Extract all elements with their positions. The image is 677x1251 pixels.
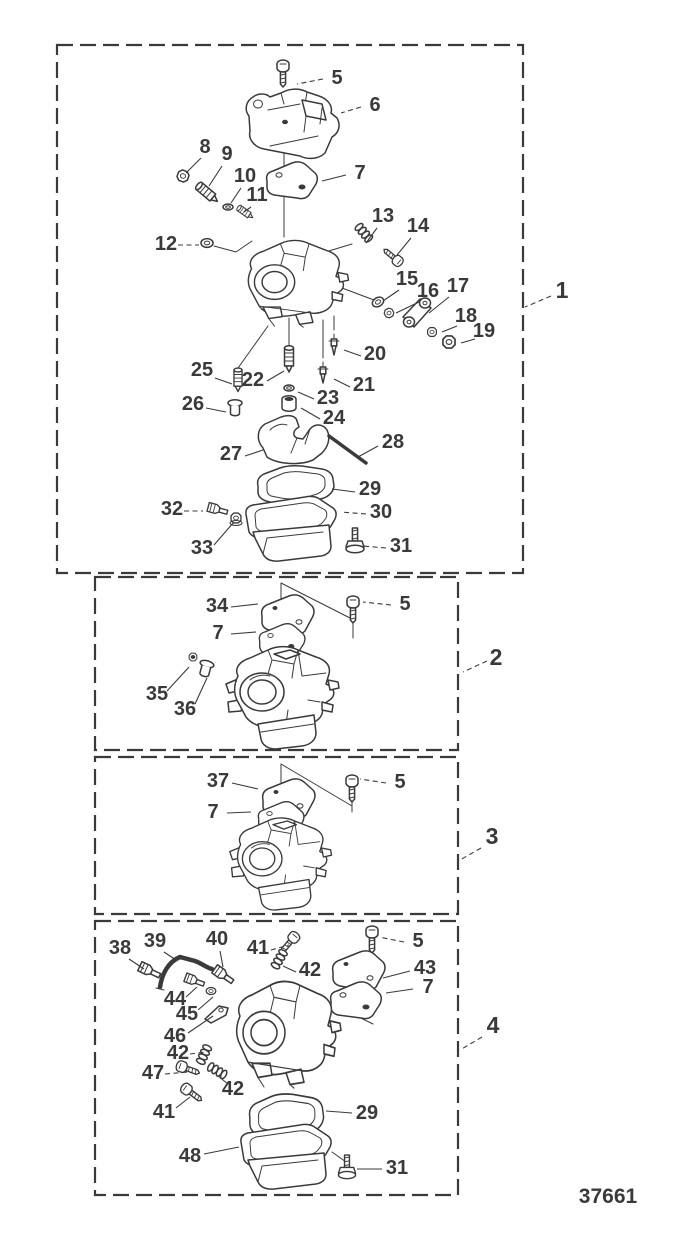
part-35-nut xyxy=(189,653,197,661)
callout-label-44-45: 44 xyxy=(163,988,187,1010)
part-21-needle xyxy=(318,362,328,383)
carburetor-assembly-1 xyxy=(176,60,455,561)
callout-label-28-23: 28 xyxy=(381,431,405,453)
part-5-screw xyxy=(366,926,378,953)
callout-leader-36-33 xyxy=(195,678,207,704)
callout-label-29-24: 29 xyxy=(358,478,382,500)
callout-leader-34-29 xyxy=(231,604,258,607)
callout-leader-33-28 xyxy=(214,522,234,545)
callout-leader-26-21 xyxy=(206,408,226,412)
part-26-plug xyxy=(228,400,242,416)
callout-leader-29-53 xyxy=(326,1111,352,1113)
part-48-float-bowl xyxy=(241,1124,331,1189)
callout-leader-22-17 xyxy=(267,371,284,381)
part-38-fitting xyxy=(138,962,162,980)
callout-leader-23-18 xyxy=(298,392,314,399)
callout-leader-15-10 xyxy=(383,290,399,301)
callout-leader-37-34 xyxy=(232,783,258,789)
callout-leader-43-43 xyxy=(383,971,410,978)
callout-label-36-33: 36 xyxy=(173,698,197,720)
callout-label-18-13: 18 xyxy=(454,305,478,327)
callout-label-31-54: 31 xyxy=(385,1157,409,1179)
part-27-float xyxy=(258,416,329,464)
part-32-fitting xyxy=(207,503,228,517)
part-carburetor-body-1 xyxy=(248,240,348,327)
callout-label-10-5: 10 xyxy=(233,165,257,187)
part-carburetor-body-4 xyxy=(237,981,341,1088)
callout-leader-8-3 xyxy=(186,158,201,173)
callout-label-29-53: 29 xyxy=(355,1102,379,1124)
callout-label-5-0: 5 xyxy=(331,67,343,89)
callout-label-15-10: 15 xyxy=(395,268,419,290)
part-28-float-pin xyxy=(329,436,366,463)
callout-leader-5-31 xyxy=(363,602,391,605)
callout-label-48-52: 48 xyxy=(178,1145,202,1167)
callout-leader-5-36 xyxy=(360,779,386,783)
group-label-4: 4 xyxy=(486,1012,500,1038)
callout-label-5-36: 5 xyxy=(394,771,406,793)
callout-label-45-46: 45 xyxy=(175,1003,199,1025)
callout-label-6-1: 6 xyxy=(369,94,381,116)
callout-label-5-31: 5 xyxy=(399,593,411,615)
callout-leader-7-2 xyxy=(322,175,346,181)
callout-label-23-18: 23 xyxy=(316,387,340,409)
carburetor-assembly-3 xyxy=(230,764,358,910)
callout-label-7-44: 7 xyxy=(422,976,434,998)
figure-number: 37661 xyxy=(578,1185,638,1208)
callout-leader-20-15 xyxy=(344,350,361,356)
callout-leader-14-9 xyxy=(397,238,411,255)
callout-label-12-7: 12 xyxy=(154,233,178,255)
callout-leader-6-1 xyxy=(341,107,361,113)
part-7-gasket xyxy=(267,162,318,199)
callout-label-7-30: 7 xyxy=(212,622,224,644)
part-20-needle xyxy=(329,334,339,355)
callout-label-33-28: 33 xyxy=(190,537,214,559)
callout-leader-44-45 xyxy=(186,987,197,997)
part-18-nut xyxy=(428,328,437,337)
callout-label-39-38: 39 xyxy=(143,930,167,952)
callout-label-41-40: 41 xyxy=(246,937,270,959)
callout-label-25-20: 25 xyxy=(190,359,214,381)
callout-label-19-14: 19 xyxy=(472,320,496,342)
part-36-plug xyxy=(197,659,215,678)
callout-label-27-22: 27 xyxy=(219,443,243,465)
callout-label-46-47: 46 xyxy=(163,1025,187,1047)
callout-label-40-39: 40 xyxy=(205,928,229,950)
part-15-washer xyxy=(371,295,386,309)
callout-label-42-41: 42 xyxy=(298,959,322,981)
group-leader-1 xyxy=(525,296,551,307)
group-label-1: 1 xyxy=(555,277,569,303)
callout-label-20-15: 20 xyxy=(363,343,387,365)
callout-leader-31-26 xyxy=(363,546,386,548)
callout-label-8-3: 8 xyxy=(199,136,211,158)
part-7-gasket xyxy=(331,982,382,1019)
callout-leader-9-4 xyxy=(209,166,222,186)
part-carburetor-body-2 xyxy=(226,647,339,749)
part-6-bracket xyxy=(246,89,339,158)
callout-leader-42-41 xyxy=(283,966,296,972)
callout-label-13-8: 13 xyxy=(371,205,395,227)
part-24-cup xyxy=(282,396,296,411)
part-14-screw xyxy=(381,246,405,269)
part-23-oring xyxy=(284,385,294,391)
part-5-screw xyxy=(346,775,358,802)
part-46-lever xyxy=(205,1006,228,1023)
callout-leader-27-22 xyxy=(245,450,263,456)
callout-label-14-9: 14 xyxy=(406,215,430,237)
callout-label-26-21: 26 xyxy=(181,393,205,415)
callout-leader-29-24 xyxy=(332,489,355,492)
part-42-spring xyxy=(196,1044,213,1066)
callout-leader-47-49 xyxy=(165,1072,188,1074)
group-leader-2 xyxy=(463,661,487,672)
part-22-main-jet xyxy=(285,346,294,372)
part-5-screw xyxy=(277,60,289,87)
callout-label-5-42: 5 xyxy=(412,930,424,952)
group-leader-3 xyxy=(460,848,481,860)
part-10-oring xyxy=(223,204,233,210)
part-33-nut xyxy=(230,513,242,525)
callout-label-24-19: 24 xyxy=(322,407,346,429)
part-16-nut xyxy=(383,307,395,319)
part-11-jet xyxy=(236,205,255,221)
callout-label-34-29: 34 xyxy=(205,595,229,617)
callout-label-32-27: 32 xyxy=(160,498,184,520)
part-31-drain-screw xyxy=(346,528,364,553)
part-12-washer xyxy=(201,239,213,248)
group-leader-4 xyxy=(460,1037,482,1050)
callout-leader-28-23 xyxy=(358,446,378,457)
callout-label-17-12: 17 xyxy=(446,275,470,297)
callout-leader-10-5 xyxy=(231,188,241,203)
part-13-spring xyxy=(354,222,374,243)
part-30-float-bowl xyxy=(246,496,336,561)
callout-label-42-50: 42 xyxy=(221,1078,245,1100)
callout-label-37-34: 37 xyxy=(206,770,230,792)
callout-label-7-2: 7 xyxy=(354,162,366,184)
callout-label-42-48: 42 xyxy=(166,1042,190,1064)
part-5-screw xyxy=(347,596,359,623)
callout-label-9-4: 9 xyxy=(221,143,233,165)
callout-leader-48-52 xyxy=(204,1147,239,1154)
callout-leader-35-32 xyxy=(167,667,189,691)
part-41-screw xyxy=(179,1082,205,1105)
part-42-spring xyxy=(206,1062,228,1080)
part-40-fitting xyxy=(212,965,236,986)
callout-leader-21-16 xyxy=(334,379,350,387)
callout-leader-25-20 xyxy=(215,378,232,384)
callout-label-21-16: 21 xyxy=(352,374,376,396)
part-25-jet xyxy=(234,368,242,392)
callout-label-31-26: 31 xyxy=(389,535,413,557)
part-45-washer xyxy=(206,987,216,994)
part-44-fitting xyxy=(184,973,206,988)
callout-label-47-49: 47 xyxy=(141,1062,165,1084)
callout-label-22-17: 22 xyxy=(241,369,265,391)
callout-label-30-25: 30 xyxy=(369,501,393,523)
callout-label-7-35: 7 xyxy=(207,801,219,823)
group-label-3: 3 xyxy=(485,823,499,849)
part-9-jet xyxy=(194,181,220,205)
callout-label-43-43: 43 xyxy=(413,957,437,979)
callout-label-41-51: 41 xyxy=(152,1101,176,1123)
callout-leader-5-42 xyxy=(379,937,404,942)
callout-leader-7-44 xyxy=(386,989,413,993)
callout-leader-39-38 xyxy=(164,952,176,960)
callout-label-35-32: 35 xyxy=(145,683,169,705)
group-label-2: 2 xyxy=(489,644,503,670)
callout-leader-7-30 xyxy=(231,632,256,634)
callout-leader-7-35 xyxy=(227,812,251,813)
callout-leader-5-0 xyxy=(297,79,323,84)
part-19-nut xyxy=(443,336,455,348)
callout-leader-30-25 xyxy=(341,512,366,514)
callout-leader-45-46 xyxy=(198,997,213,1010)
callout-leader-24-19 xyxy=(301,408,320,419)
callout-leader-41-51 xyxy=(176,1097,190,1108)
callout-label-11-6: 11 xyxy=(246,184,268,206)
callout-label-38-37: 38 xyxy=(108,937,132,959)
callout-label-16-11: 16 xyxy=(416,280,440,302)
callout-leader-40-39 xyxy=(220,951,223,967)
part-carburetor-body-3 xyxy=(230,818,332,910)
